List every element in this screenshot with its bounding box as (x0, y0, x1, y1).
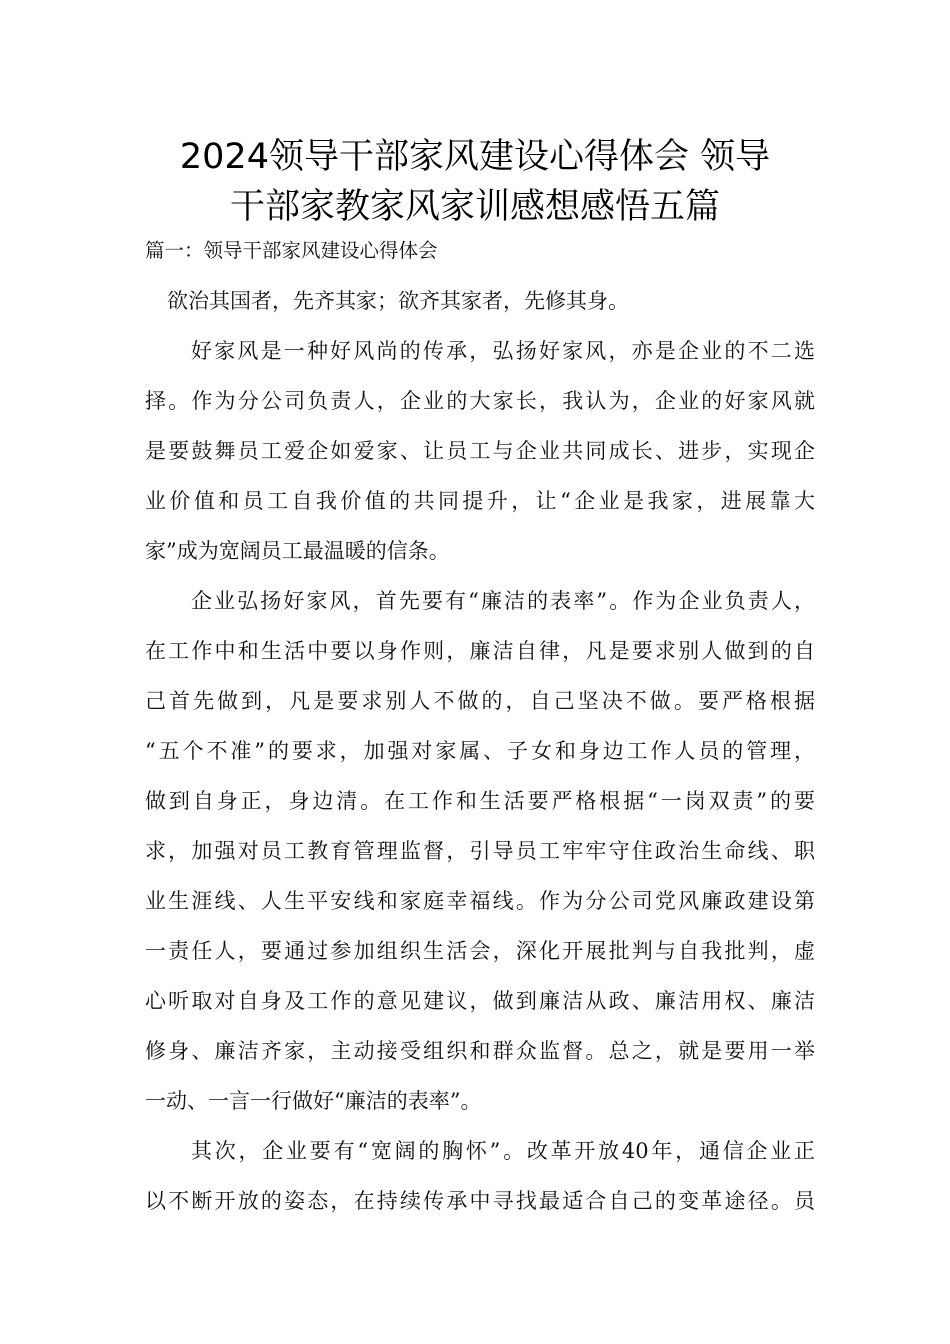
paragraph-line: 择。作为分公司负责人，企业的大家长，我认为，企业的好家风就 (145, 389, 815, 413)
paragraph-line: 好家风是一种好风尚的传承，弘扬好家风，亦是企业的不二选 (191, 339, 815, 363)
paragraph-line: 心听取对自身及工作的意见建议，做到廉洁从政、廉洁用权、廉洁 (145, 989, 815, 1013)
paragraph-line: 家”成为宽阔员工最温暖的信条。 (145, 539, 450, 563)
paragraph-line: 一责任人，要通过参加组织生活会，深化开展批判与自我批判，虚 (145, 939, 815, 963)
paragraph-line: 修身、廉洁齐家，主动接受组织和群众监督。总之，就是要用一举 (145, 1039, 815, 1063)
paragraph-line: 做到自身正，身边清。在工作和生活要严格根据“一岗双责”的要 (145, 789, 815, 813)
paragraph-line: 一动、一言一行做好“廉洁的表率”。 (145, 1089, 482, 1113)
paragraph-line: 在工作中和生活中要以身作则，廉洁自律，凡是要求别人做到的自 (145, 639, 815, 663)
paragraph-line: 以不断开放的姿态，在持续传承中寻找最适合自己的变革途径。员 (145, 1189, 815, 1213)
paragraph-line: 业价值和员工自我价值的共同提升，让“企业是我家，进展靠大 (145, 489, 815, 513)
section-heading: 篇一：领导干部家风建设心得体会 (145, 239, 438, 262)
paragraph-line: 己首先做到，凡是要求别人不做的，自己坚决不做。要严格根据 (145, 689, 815, 713)
paragraph-line: 企业弘扬好家风，首先要有“廉洁的表率”。作为企业负责人， (191, 589, 815, 613)
motto-line: 欲治其国者，先齐其家；欲齐其家者，先修其身。 (167, 289, 629, 313)
paragraph-line: “五个不准”的要求，加强对家属、子女和身边工作人员的管理， (145, 739, 815, 763)
paragraph-line: 其次，企业要有“宽阔的胸怀”。改革开放40年，通信企业正 (191, 1139, 815, 1163)
paragraph-line: 是要鼓舞员工爱企如爱家、让员工与企业共同成长、进步，实现企 (145, 439, 815, 463)
paragraph-line: 业生涯线、人生平安线和家庭幸福线。作为分公司党风廉政建设第 (145, 889, 815, 913)
document-title-line-1: 2024领导干部家风建设心得体会 领导 (179, 137, 771, 177)
document-title-line-2: 干部家教家风家训感想感悟五篇 (229, 187, 720, 227)
paragraph-line: 求，加强对员工教育管理监督，引导员工牢牢守住政治生命线、职 (145, 839, 815, 863)
